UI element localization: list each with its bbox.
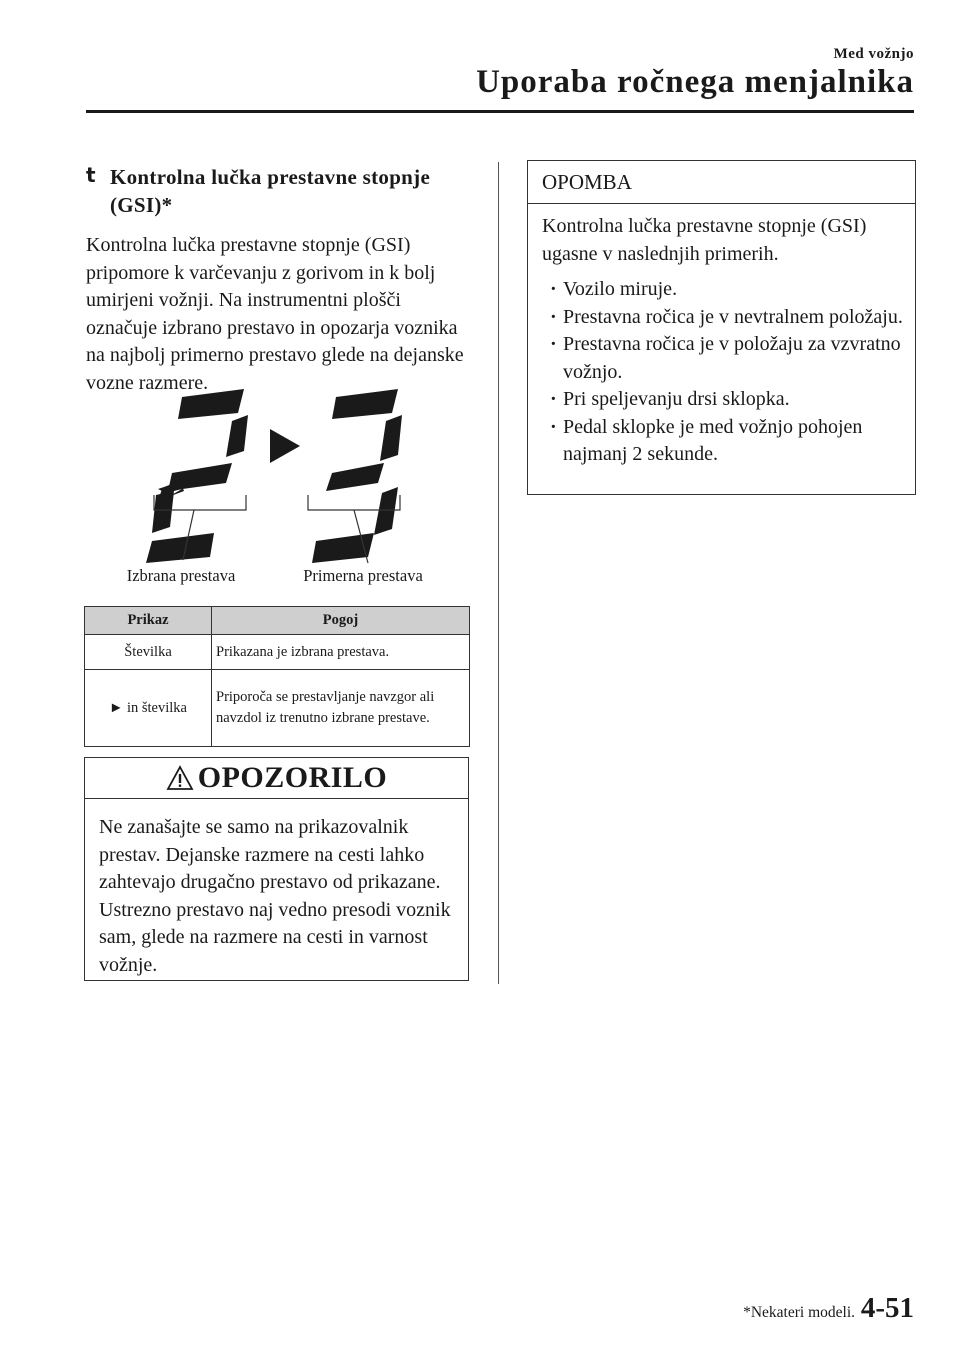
cell-display: Številka [85, 635, 212, 670]
list-item-text: Vozilo miruje. [563, 278, 678, 300]
label-recommended-gear: Primerna prestava [303, 566, 423, 585]
list-item-text: Pri speljevanju drsi sklopka. [563, 388, 790, 410]
list-item [550, 276, 905, 304]
col-header-display: Prikaz [85, 607, 212, 635]
bullet-icon: · [550, 415, 557, 438]
table-row [85, 670, 470, 747]
note-box [527, 160, 916, 495]
bullet-icon: · [550, 305, 557, 328]
header-rule [86, 110, 914, 113]
warning-triangle-icon [166, 765, 194, 791]
arrow-icon: ► [109, 699, 124, 716]
recommend-arrow-icon [270, 429, 300, 463]
section-title: Kontrolna lučka prestavne stopnje (GSI)* [110, 165, 431, 217]
gsi-display-figure [86, 385, 476, 585]
cell-condition: Prikazana je izbrana prestava. [212, 635, 470, 670]
warning-header [85, 758, 468, 799]
cell-display [85, 670, 212, 747]
warning-title: OPOZORILO [197, 761, 388, 794]
warning-box [84, 757, 469, 981]
running-header-title: Uporaba ročnega menjalnika [476, 64, 914, 100]
list-item [550, 386, 905, 414]
warning-text: Ne zanašajte se samo na prikazovalnik prestav. Dejanske razmere na cesti lahko zahtevajo drugačno prestavo od prikazane. Ustrezno prestavo naj vedno presodi voznik sam, glede na razmere na cesti in varnost vožnje. [99, 816, 451, 976]
list-item-text: Prestavna ročica je v nevtralnem položaju. [563, 305, 903, 328]
label-selected-gear: Izbrana prestava [126, 566, 236, 585]
list-item [550, 331, 905, 386]
footer-note: *Nekateri modeli. [743, 1304, 855, 1321]
recommended-gear-digit [312, 389, 402, 563]
page-number: 4-51 [860, 1292, 914, 1324]
section-marker-icon: t [86, 163, 96, 187]
bullet-icon: · [550, 333, 557, 355]
list-item-text: Prestavna ročica je v položaju za vzvratno vožnjo. [563, 333, 901, 383]
list-item [550, 304, 905, 332]
list-item [550, 414, 905, 469]
cell-condition: Priporoča se prestavljanje navzgor ali navzdol iz trenutno izbrane prestave. [212, 670, 470, 747]
list-item-text: Pedal sklopke je med vožnjo pohojen najmanj 2 sekunde. [563, 415, 863, 465]
bullet-icon: · [550, 388, 557, 410]
bullet-icon: · [550, 278, 557, 300]
gsi-display-table [84, 606, 470, 747]
table-header-row [85, 607, 470, 635]
running-header-section: Med vožnjo [833, 46, 914, 62]
cell-display-text: in številka [126, 699, 187, 716]
col-header-condition: Pogoj [212, 607, 470, 635]
table-row [85, 635, 470, 670]
selected-gear-digit [146, 389, 248, 563]
note-title: OPOMBA [542, 169, 632, 194]
note-header [528, 161, 915, 204]
note-list [528, 276, 915, 469]
body-paragraph: Kontrolna lučka prestavne stopnje (GSI) pripomore k varčevanju z gorivom in k bolj umirjeni vožnji. Na instrumentni plošči označuje izbrano prestavo in opozarja voznika na najbolj primerno prestavo glede na dejanske vozne razmere. [86, 234, 464, 394]
column-divider [498, 162, 499, 984]
note-intro: Kontrolna lučka prestavne stopnje (GSI) ugasne v naslednjih primerih. [542, 215, 867, 265]
